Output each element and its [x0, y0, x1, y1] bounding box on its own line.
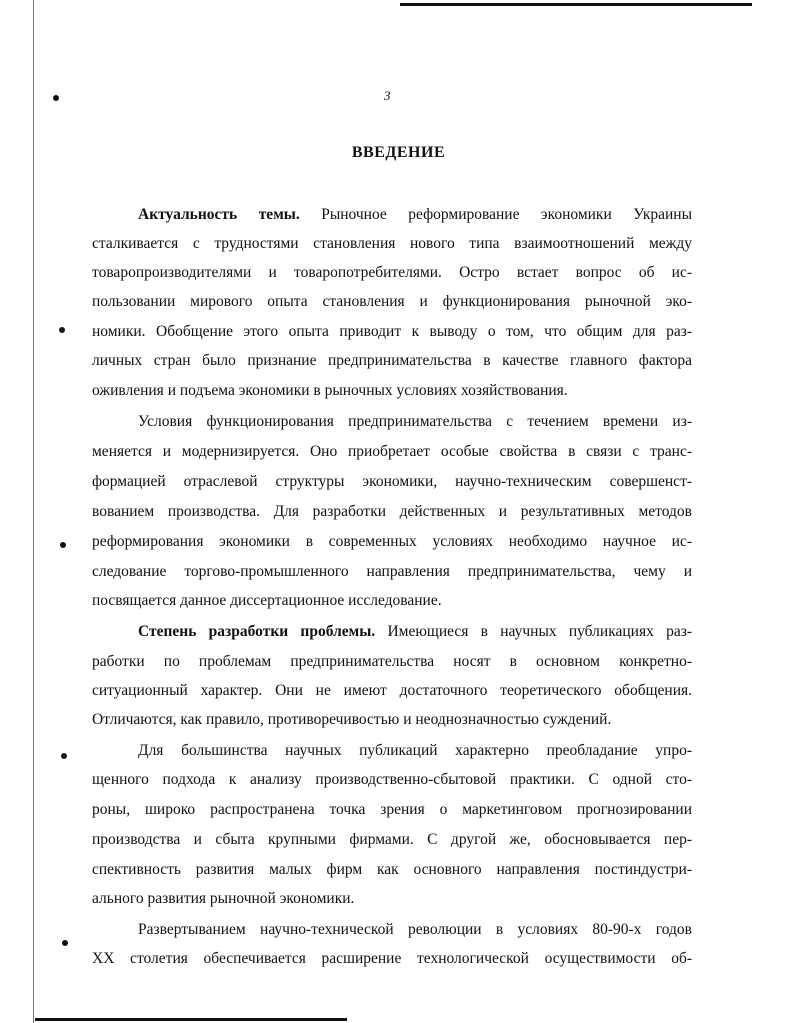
body-line: сталкивается с трудностями становления нового типа взаимоотношений между: [92, 235, 692, 252]
body-line: спективность развития малых фирм как основного направления постиндустри-: [92, 861, 692, 878]
binder-hole-mark: [62, 940, 68, 946]
body-line: посвящается данное диссертационное исследование.: [92, 592, 442, 609]
paragraph-lead: Степень разработки проблемы.: [138, 623, 376, 640]
scan-edge-top: [400, 3, 752, 6]
body-line: меняется и модернизируется. Оно приобретает особые свойства в связи с транс-: [92, 443, 692, 460]
page-title: ВВЕДЕНИЕ: [351, 144, 446, 161]
binder-hole-mark: [59, 327, 65, 333]
body-line: Развертыванием научно-технической революции в условиях 80-90-х годов: [138, 921, 692, 938]
body-line: ситуационный характер. Они не имеют достаточного теоретического обобщения.: [92, 682, 692, 699]
body-line: формацией отраслевой структуры экономики, научно-техническим совершенст-: [92, 473, 692, 490]
body-line: XX столетия обеспечивается расширение технологической осуществимости об-: [92, 950, 692, 967]
body-line: Для большинства научных публикаций характерно преобладание упро-: [138, 742, 692, 759]
body-line: товаропроизводителями и товаропотребителями. Остро встает вопрос об ис-: [92, 264, 692, 281]
body-line: оживления и подъема экономики в рыночных условиях хозяйствования.: [92, 382, 568, 399]
body-line: Отличаются, как правило, противоречивостью и неоднозначностью суждений.: [92, 711, 612, 728]
body-line: производства и сбыта крупными фирмами. С другой же, обосновывается пер-: [92, 831, 692, 848]
body-line: личных стран было признание предпринимательства в качестве главного фактора: [92, 352, 692, 369]
binder-hole-mark: [53, 95, 59, 101]
binder-hole-mark: [61, 753, 67, 759]
body-line: Актуальность темы. Рыночное реформирование экономики Украины: [138, 206, 692, 223]
body-line: Степень разработки проблемы. Имеющиеся в научных публикациях раз-: [138, 623, 693, 640]
body-line: пользовании мирового опыта становления и функционирования рыночной эко-: [92, 293, 692, 310]
scan-edge-bottom: [35, 1018, 347, 1021]
page-number: 3: [384, 88, 391, 103]
binder-hole-mark: [60, 542, 66, 548]
paragraph-lead: Актуальность темы.: [138, 206, 300, 223]
body-line: Условия функционирования предпринимательства с течением времени из-: [138, 413, 692, 430]
body-line: вованием производства. Для разработки действенных и результативных методов: [92, 503, 692, 520]
body-line: работки по проблемам предпринимательства носят в основном конкретно-: [92, 653, 692, 670]
body-line: щенного подхода к анализу производственно-сбытовой практики. С одной сто-: [92, 771, 692, 788]
body-line: реформирования экономики в современных условиях необходимо научное ис-: [92, 533, 692, 550]
body-line: ального развития рыночной экономики.: [92, 890, 355, 907]
body-line: роны, широко распространена точка зрения о маркетинговом прогнозировании: [92, 801, 692, 818]
body-line: следование торгово-промышленного направления предпринимательства, чему и: [92, 563, 692, 580]
body-line: номики. Обобщение этого опыта приводит к выводу о том, что общим для раз-: [92, 323, 692, 340]
